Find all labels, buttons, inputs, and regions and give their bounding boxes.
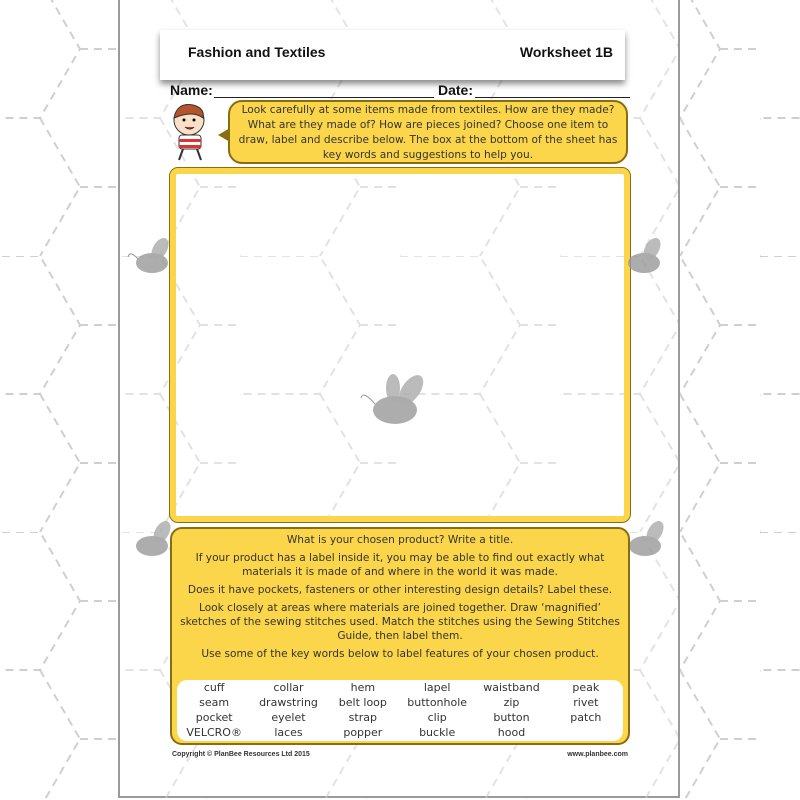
intro-speech-bubble: Look carefully at some items made from textiles. How are they made? What are they made of? How are pieces joined? Choose one item to draw, label and describe below. The box at the bottom of the sheet has key words and suggestions to help you. bbox=[228, 100, 628, 164]
keyword: pocket bbox=[195, 711, 233, 724]
date-label: Date: bbox=[438, 82, 474, 98]
name-label: Name: bbox=[170, 82, 213, 98]
name-field[interactable] bbox=[214, 97, 434, 98]
keyword: buttonhole bbox=[407, 696, 468, 709]
drawing-area[interactable] bbox=[170, 168, 630, 522]
keyword: zip bbox=[503, 696, 520, 709]
keyword: buckle bbox=[419, 726, 456, 739]
keyword: eyelet bbox=[271, 711, 306, 724]
keyword bbox=[549, 726, 623, 741]
worksheet-number: Worksheet 1B bbox=[519, 44, 613, 60]
keyword: laces bbox=[274, 726, 303, 739]
worksheet-title: Fashion and Textiles bbox=[188, 44, 326, 60]
instruction-title: What is your chosen product? Write a title. bbox=[286, 534, 514, 546]
keyword: lapel bbox=[423, 681, 451, 694]
website: www.planbee.com bbox=[567, 751, 628, 758]
keyword: seam bbox=[199, 696, 230, 709]
instruction-stitches: Look closely at areas where materials are joined together. Draw ‘magnified’ sketches of the sewing stitches used. Match the stitches using the Sewing Stitches Guide, then label them. bbox=[180, 602, 620, 642]
keyword: VELCRO® bbox=[186, 726, 242, 739]
keyword: clip bbox=[427, 711, 447, 724]
instruction-keywords: Use some of the key words below to label features of your chosen product. bbox=[201, 648, 599, 660]
keyword: hood bbox=[497, 726, 526, 739]
worksheet-header bbox=[160, 30, 625, 80]
instruction-details: Does it have pockets, fasteners or other interesting design details? Label these. bbox=[187, 584, 613, 596]
instruction-label: If your product has a label inside it, you may be able to find out exactly what materials it is made of and where in the world it was made. bbox=[195, 552, 605, 578]
keyword: strap bbox=[348, 711, 377, 724]
keyword: collar bbox=[273, 681, 304, 694]
keyword: drawstring bbox=[259, 696, 318, 709]
date-field[interactable] bbox=[475, 97, 630, 98]
copyright: Copyright © PlanBee Resources Ltd 2015 bbox=[172, 751, 310, 758]
keyword: rivet bbox=[573, 696, 599, 709]
bee-icon bbox=[355, 370, 435, 435]
keyword: patch bbox=[570, 711, 602, 724]
keyword: popper bbox=[343, 726, 383, 739]
keyword-grid bbox=[177, 680, 623, 741]
keyword: waistband bbox=[483, 681, 540, 694]
bee-icon bbox=[120, 235, 180, 280]
keyword: belt loop bbox=[338, 696, 387, 709]
keyword: button bbox=[493, 711, 530, 724]
boy-character-icon bbox=[163, 100, 223, 165]
keyword: cuff bbox=[203, 681, 225, 694]
suggestions-box bbox=[170, 527, 630, 745]
keyword: peak bbox=[572, 681, 600, 694]
name-date-row bbox=[170, 82, 630, 100]
keyword: hem bbox=[350, 681, 376, 694]
bee-icon bbox=[612, 235, 672, 280]
